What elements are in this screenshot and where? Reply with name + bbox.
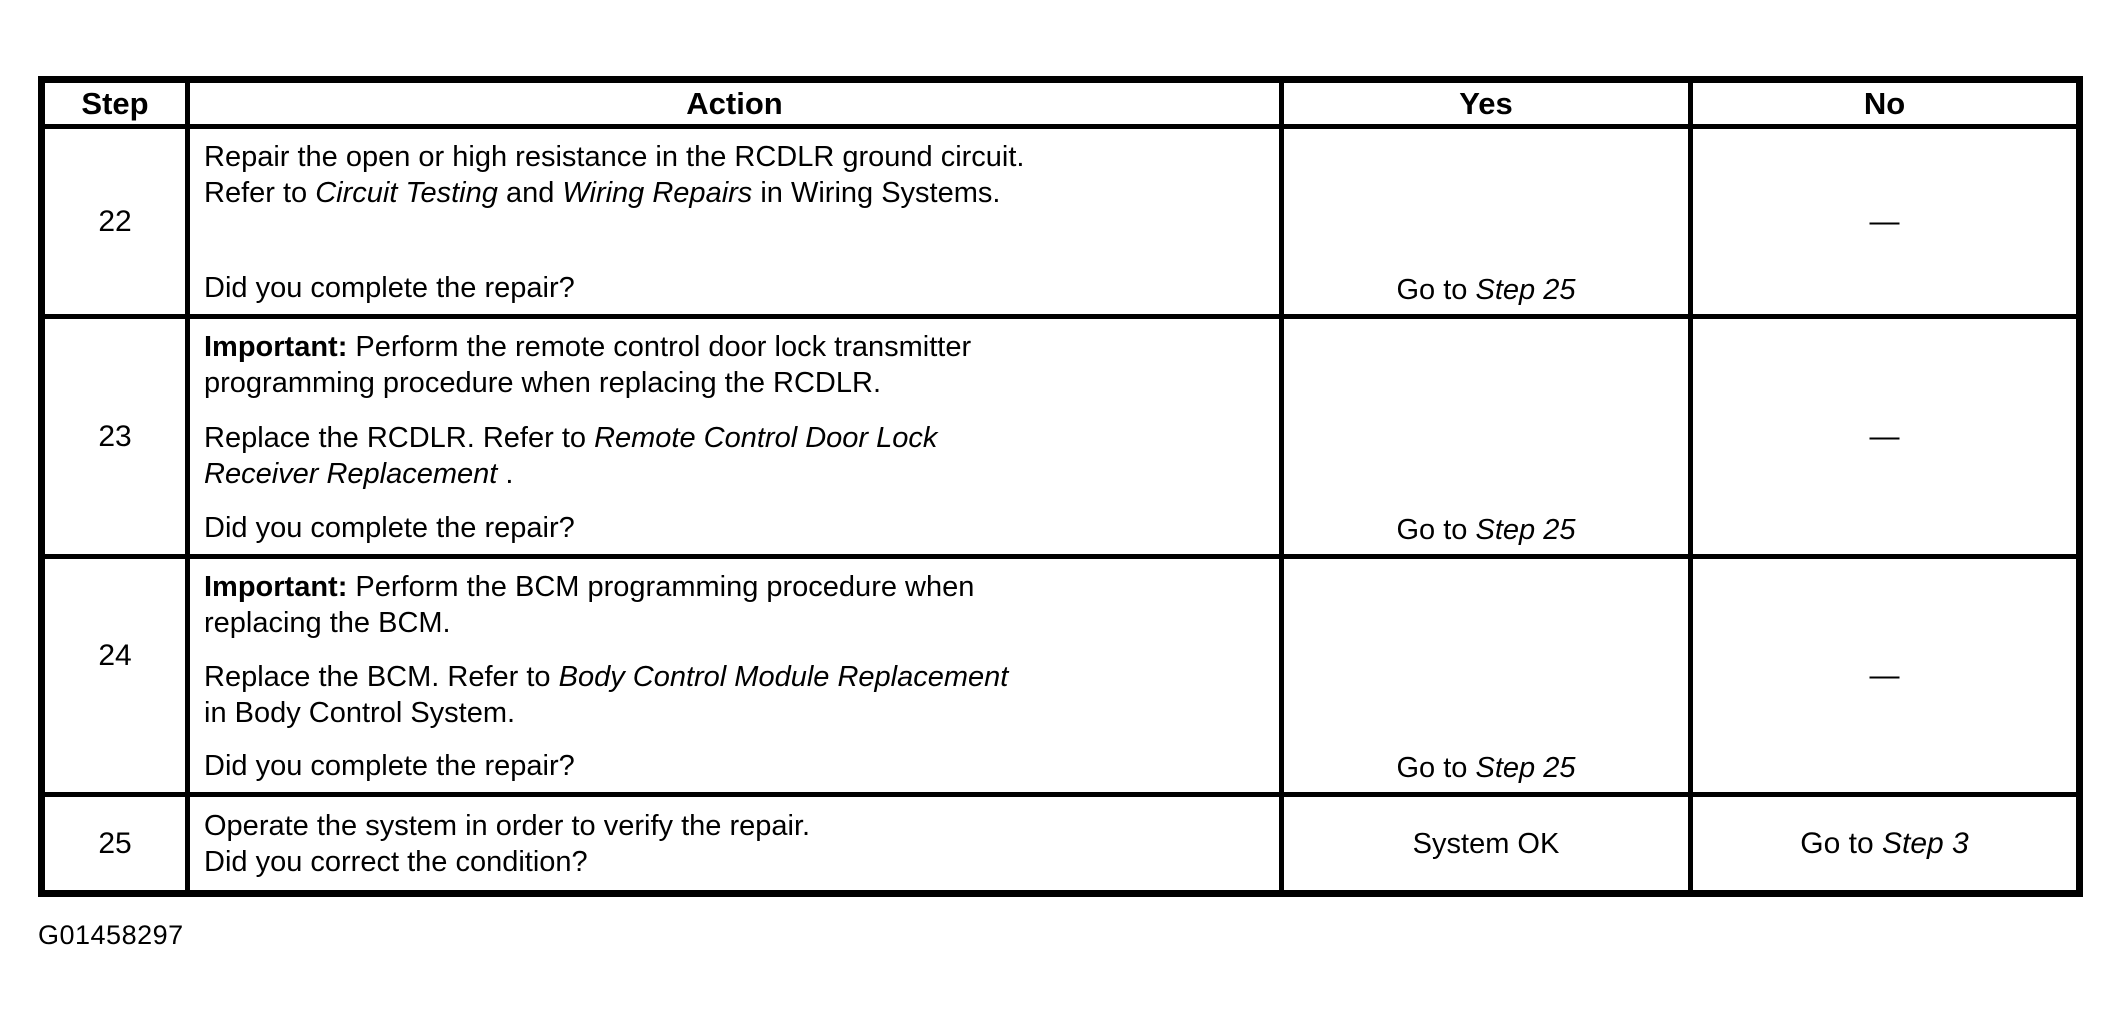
action-line: in Body Control System. bbox=[204, 696, 516, 729]
no-value: — bbox=[1869, 204, 1900, 238]
no-cell-25 bbox=[1693, 797, 2076, 890]
yes-cell-25 bbox=[1284, 797, 1693, 890]
figure-id-label: G01458297 bbox=[38, 920, 184, 950]
yes-value: Go to Step 25 bbox=[1396, 752, 1576, 784]
action-line: Important: Perform the remote control door lock transmitter bbox=[204, 331, 972, 363]
header-step: Step bbox=[45, 83, 190, 129]
no-cell-23 bbox=[1693, 319, 2076, 559]
step-number-25: 25 bbox=[45, 797, 190, 890]
no-value: — bbox=[1869, 419, 1900, 453]
header-no: No bbox=[1693, 83, 2076, 129]
diagnostic-table bbox=[38, 76, 2083, 897]
no-value: Go to Step 3 bbox=[1800, 826, 1969, 860]
step-number-24: 24 bbox=[45, 559, 190, 797]
yes-value: System OK bbox=[1412, 827, 1560, 860]
yes-value: Go to Step 25 bbox=[1396, 274, 1576, 306]
header-action: Action bbox=[190, 83, 1284, 129]
action-line: Repair the open or high resistance in the RCDLR ground circuit. bbox=[204, 141, 1025, 173]
action-line: Refer to Circuit Testing and Wiring Repairs in Wiring Systems. bbox=[204, 177, 1001, 209]
action-question: Did you complete the repair? bbox=[204, 272, 575, 304]
action-line: Replace the BCM. Refer to Body Control Module Replacement bbox=[204, 660, 1009, 693]
action-question: Did you correct the condition? bbox=[204, 845, 588, 878]
action-cell-22 bbox=[190, 129, 1284, 319]
no-cell-22 bbox=[1693, 129, 2076, 319]
action-cell-23 bbox=[190, 319, 1284, 559]
step-number-22: 22 bbox=[45, 129, 190, 319]
action-paragraph bbox=[204, 329, 1267, 401]
action-line: Operate the system in order to verify the repair. bbox=[204, 809, 811, 842]
action-cell-24 bbox=[190, 559, 1284, 797]
action-line: Receiver Replacement . bbox=[204, 457, 514, 490]
yes-cell-22 bbox=[1284, 129, 1693, 319]
no-cell-24 bbox=[1693, 559, 2076, 797]
action-paragraph bbox=[204, 420, 1267, 492]
step-number-23: 23 bbox=[45, 319, 190, 559]
action-paragraph bbox=[204, 139, 1267, 211]
yes-cell-23 bbox=[1284, 319, 1693, 559]
action-line: replacing the BCM. bbox=[204, 607, 451, 639]
action-question: Did you complete the repair? bbox=[204, 750, 575, 782]
action-paragraph bbox=[204, 569, 1267, 641]
action-paragraph bbox=[204, 659, 1267, 731]
action-cell-25 bbox=[190, 797, 1284, 890]
action-line: programming procedure when replacing the RCDLR. bbox=[204, 367, 881, 399]
yes-cell-24 bbox=[1284, 559, 1693, 797]
yes-value: Go to Step 25 bbox=[1396, 514, 1576, 546]
action-line: Important: Perform the BCM programming procedure when bbox=[204, 571, 975, 603]
header-yes: Yes bbox=[1284, 83, 1693, 129]
no-value: — bbox=[1869, 658, 1900, 692]
action-question: Did you complete the repair? bbox=[204, 512, 575, 544]
action-line: Replace the RCDLR. Refer to Remote Control Door Lock bbox=[204, 421, 938, 454]
